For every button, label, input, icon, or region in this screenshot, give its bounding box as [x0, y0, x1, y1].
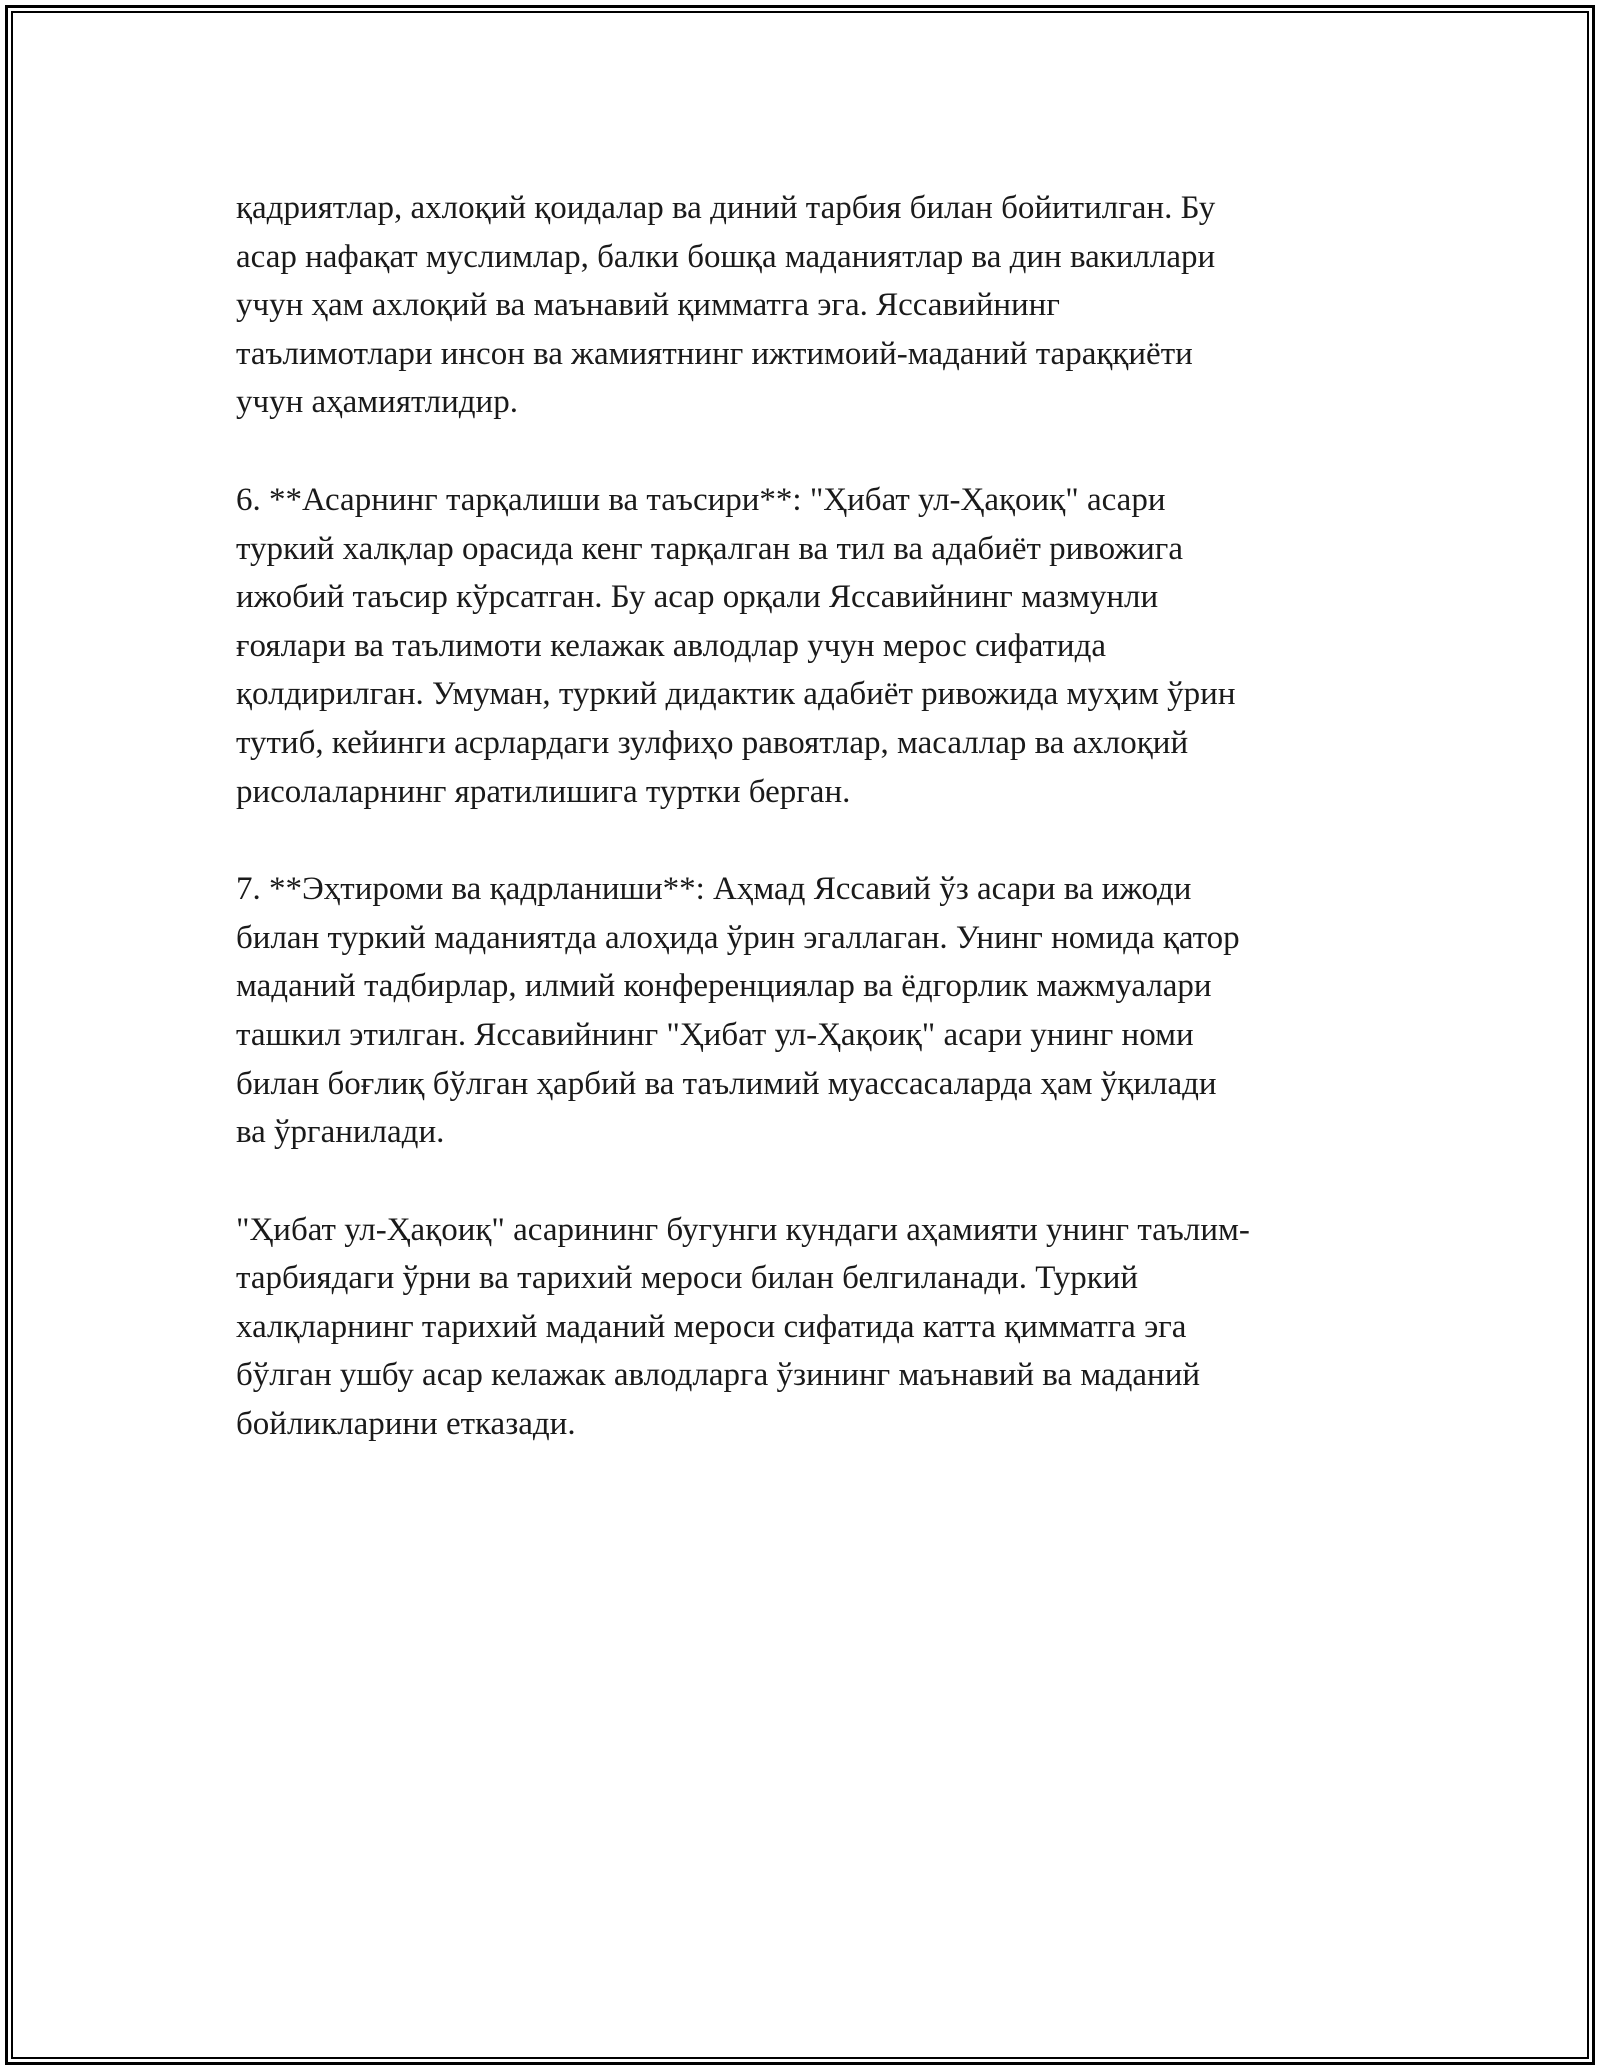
text-line: асар нафақат муслимлар, балки бошқа маданиятлар ва дин вакиллари	[236, 238, 1216, 275]
text-line: халқларнинг тарихий маданий мероси сифатида катта қимматга эга	[236, 1308, 1187, 1345]
text-line: бойликларини етказади.	[236, 1406, 576, 1443]
text-line: ижобий таъсир кўрсатган. Бу асар орқали Яссавийнинг мазмунли	[236, 579, 1159, 616]
text-line: учун ҳам ахлоқий ва маънавий қимматга эга. Яссавийнинг	[236, 287, 1060, 324]
paragraph-values-conclusion	[236, 184, 1386, 427]
text-line: билан туркий маданиятда алоҳида ўрин эгаллаган. Унинг номида қатор	[236, 919, 1240, 956]
text-line: таълимотлари инсон ва жамиятнинг ижтимоий-маданий тараққиёти	[236, 335, 1193, 372]
paragraph-item-6	[236, 476, 1386, 816]
text-line: билан боғлиқ бўлган ҳарбий ва таълимий муассасаларда ҳам ўқилади	[236, 1065, 1217, 1102]
text-line: ташкил этилган. Яссавийнинг "Ҳибат ул-Ҳақоиқ" асари унинг номи	[236, 1016, 1194, 1053]
text-line: учун аҳамиятлидир.	[236, 384, 518, 421]
text-line: тутиб, кейинги асрлардаги зулфиҳо равоятлар, масаллар ва ахлоқий	[236, 724, 1189, 761]
text-line: ғоялари ва таълимоти келажак авлодлар учун мерос сифатида	[236, 627, 1107, 664]
document-body	[236, 184, 1386, 1449]
paragraph-summary	[236, 1206, 1386, 1449]
text-line: 6. **Асарнинг тарқалиши ва таъсири**: "Ҳибат ул-Ҳақоиқ" асари	[236, 481, 1166, 518]
text-line: маданий тадбирлар, илмий конференциялар ва ёдгорлик мажмуалари	[236, 968, 1212, 1005]
text-line: қолдирилган. Умуман, туркий дидактик адабиёт ривожида муҳим ўрин	[236, 676, 1236, 713]
text-line: ва ўрганилади.	[236, 1114, 445, 1151]
text-line: рисолаларнинг яратилишига туртки берган.	[236, 773, 851, 810]
text-line: тарбиядаги ўрни ва тарихий мероси билан белгиланади. Туркий	[236, 1260, 1139, 1297]
text-line: 7. **Эҳтироми ва қадрланиши**: Аҳмад Яссавий ўз асари ва ижоди	[236, 871, 1192, 908]
text-line: "Ҳибат ул-Ҳақоиқ" асарининг бугунги кундаги аҳамияти унинг таълим-	[236, 1211, 1250, 1248]
text-line: қадриятлар, ахлоқий қоидалар ва диний тарбия билан бойитилган. Бу	[236, 190, 1216, 226]
paragraph-item-7	[236, 865, 1386, 1157]
text-line: туркий халқлар орасида кенг тарқалган ва тил ва адабиёт ривожига	[236, 530, 1183, 567]
text-line: бўлган ушбу асар келажак авлодларга ўзининг маънавий ва маданий	[236, 1357, 1201, 1394]
